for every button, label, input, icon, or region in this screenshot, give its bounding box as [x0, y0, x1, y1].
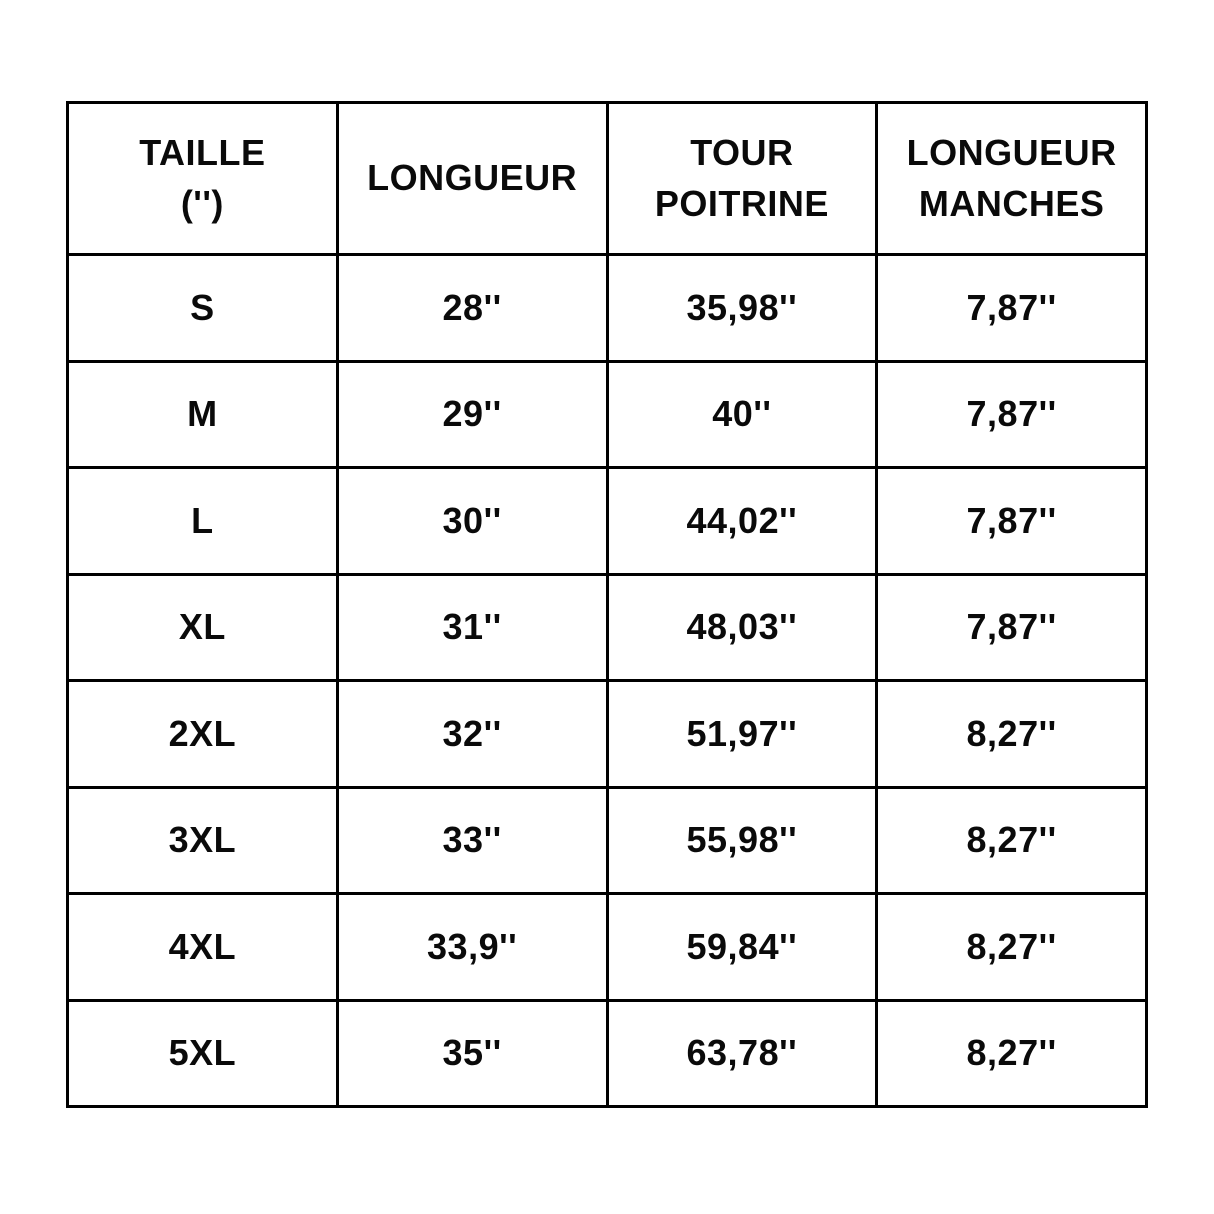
size-label-cell: 2XL — [68, 681, 338, 788]
measurement-cell: 31'' — [337, 574, 607, 681]
size-label-cell: S — [68, 255, 338, 362]
size-label-cell: L — [68, 468, 338, 575]
table-row — [68, 1000, 1147, 1107]
table-row — [68, 681, 1147, 788]
measurement-cell: 8,27'' — [877, 681, 1147, 788]
measurement-cell: 7,87'' — [877, 468, 1147, 575]
table-row — [68, 894, 1147, 1001]
table-row — [68, 468, 1147, 575]
measurement-cell: 35,98'' — [607, 255, 877, 362]
table-row — [68, 255, 1147, 362]
measurement-cell: 30'' — [337, 468, 607, 575]
size-label-cell: 3XL — [68, 787, 338, 894]
measurement-cell: 7,87'' — [877, 255, 1147, 362]
measurement-cell: 63,78'' — [607, 1000, 877, 1107]
measurement-cell: 33'' — [337, 787, 607, 894]
size-label-cell: 5XL — [68, 1000, 338, 1107]
table-row — [68, 787, 1147, 894]
table-row — [68, 574, 1147, 681]
measurement-cell: 7,87'' — [877, 361, 1147, 468]
size-label-cell: M — [68, 361, 338, 468]
table-row — [68, 361, 1147, 468]
measurement-cell: 8,27'' — [877, 787, 1147, 894]
column-header-2: LONGUEUR — [337, 103, 607, 255]
measurement-cell: 48,03'' — [607, 574, 877, 681]
column-header-1: TAILLE ('') — [68, 103, 338, 255]
measurement-cell: 35'' — [337, 1000, 607, 1107]
measurement-cell: 40'' — [607, 361, 877, 468]
measurement-cell: 51,97'' — [607, 681, 877, 788]
size-label-cell: 4XL — [68, 894, 338, 1001]
header-row — [68, 103, 1147, 255]
size-table-header — [68, 103, 1147, 255]
measurement-cell: 7,87'' — [877, 574, 1147, 681]
measurement-cell: 33,9'' — [337, 894, 607, 1001]
measurement-cell: 55,98'' — [607, 787, 877, 894]
measurement-cell: 8,27'' — [877, 894, 1147, 1001]
measurement-cell: 59,84'' — [607, 894, 877, 1001]
size-table-body — [68, 255, 1147, 1107]
measurement-cell: 44,02'' — [607, 468, 877, 575]
size-label-cell: XL — [68, 574, 338, 681]
size-table — [66, 101, 1148, 1108]
column-header-4: LONGUEUR MANCHES — [877, 103, 1147, 255]
measurement-cell: 29'' — [337, 361, 607, 468]
measurement-cell: 28'' — [337, 255, 607, 362]
measurement-cell: 32'' — [337, 681, 607, 788]
measurement-cell: 8,27'' — [877, 1000, 1147, 1107]
column-header-3: TOUR POITRINE — [607, 103, 877, 255]
